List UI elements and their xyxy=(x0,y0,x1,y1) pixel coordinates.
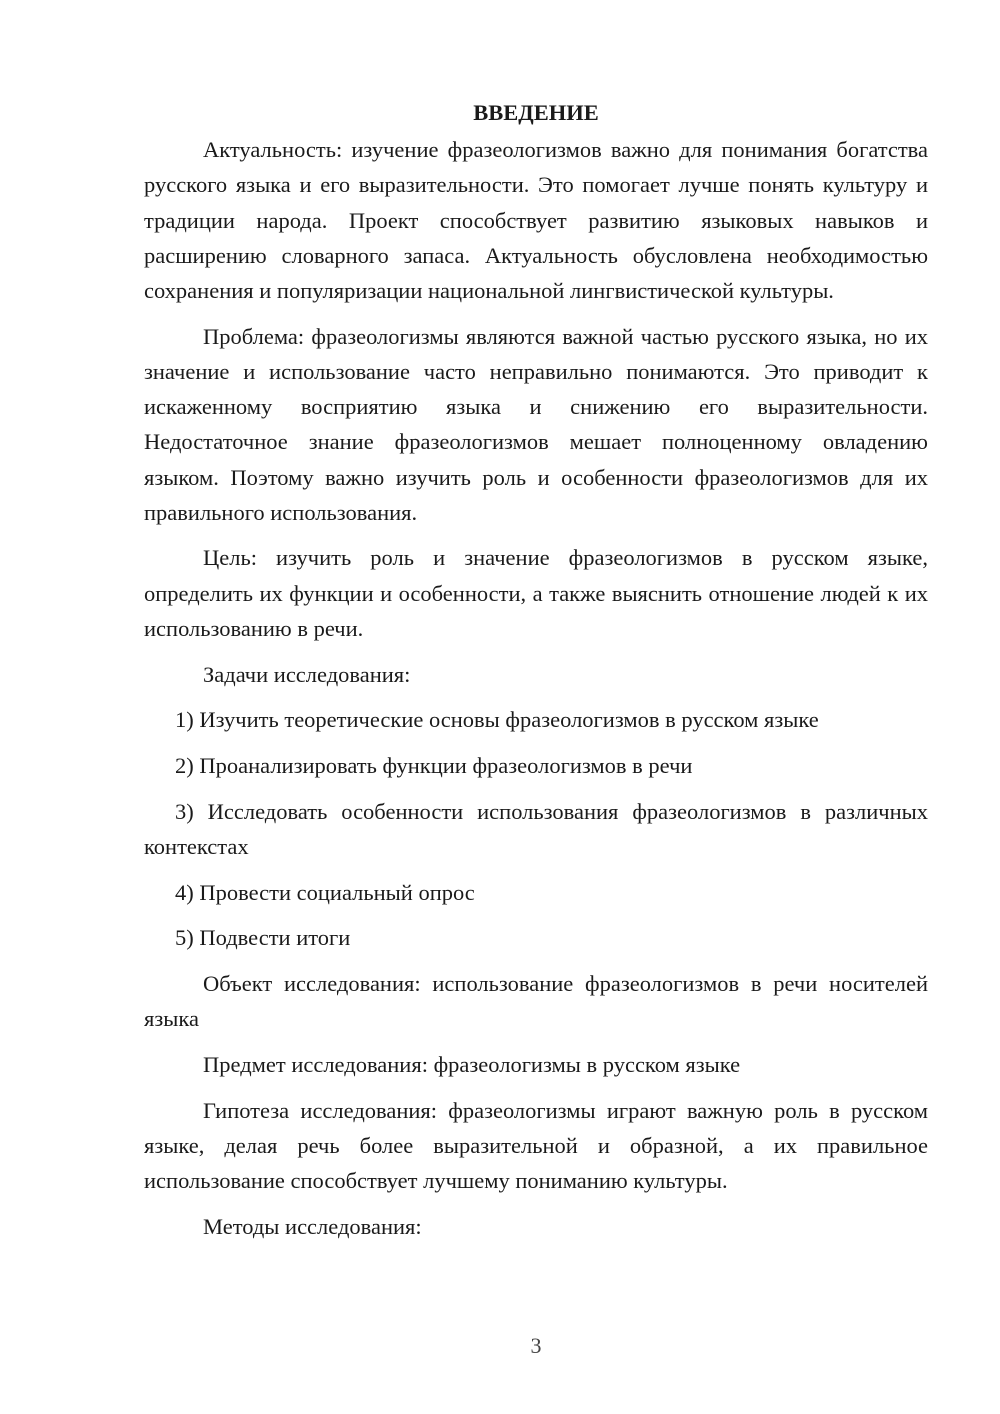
task-item-3: 3) Исследовать особенности использования фразеологизмов в различных контекстах xyxy=(144,798,928,859)
paragraph-subject: Предмет исследования: фразеологизмы в русском языке xyxy=(203,1051,741,1077)
paragraph-problem: Проблема: фразеологизмы являются важной частью русского языка, но их значение и использование часто неправильно понимаются. Это приводит к искаженному восприятию языка и снижению его выразительности. Недостаточное знание фразеологизмов мешает полноценному овладению языком. Поэтому важно изучить роль и особенности фразеологизмов для их правильного использования. xyxy=(144,323,928,525)
task-item-1: 1) Изучить теоретические основы фразеологизмов в русском языке xyxy=(175,707,819,733)
task-item-5: 5) Подвести итоги xyxy=(175,925,351,951)
paragraph-relevance: Актуальность: изучение фразеологизмов важно для понимания богатства русского языка и его выразительности. Это помогает лучше понять культуру и традиции народа. Проект способствует развитию языковых навыков и расширению словарного запаса. Актуальность обусловлена необходимостью сохранения и популяризации национальной лингвистической культуры. xyxy=(144,137,928,304)
paragraph-methods: Методы исследования: xyxy=(203,1213,422,1239)
paragraph-tasks-heading: Задачи исследования: xyxy=(203,661,411,687)
paragraph-goal: Цель: изучить роль и значение фразеологизмов в русском языке, определить их функции и особенности, а также выяснить отношение людей к их использованию в речи. xyxy=(144,545,928,641)
page-number: 3 xyxy=(530,1333,542,1358)
paragraph-object: Объект исследования: использование фразеологизмов в речи носителей языка xyxy=(144,970,928,1032)
paragraph-hypothesis: Гипотеза исследования: фразеологизмы играют важную роль в русском языке, делая речь более выразительной и образной, а их правильное использование способствует лучшему пониманию культуры. xyxy=(144,1097,928,1193)
task-item-4: 4) Провести социальный опрос xyxy=(175,879,475,905)
task-item-2: 2) Проанализировать функции фразеологизмов в речи xyxy=(175,752,693,778)
document-page xyxy=(144,95,928,1244)
page-title: ВВЕДЕНИЕ xyxy=(473,100,599,125)
